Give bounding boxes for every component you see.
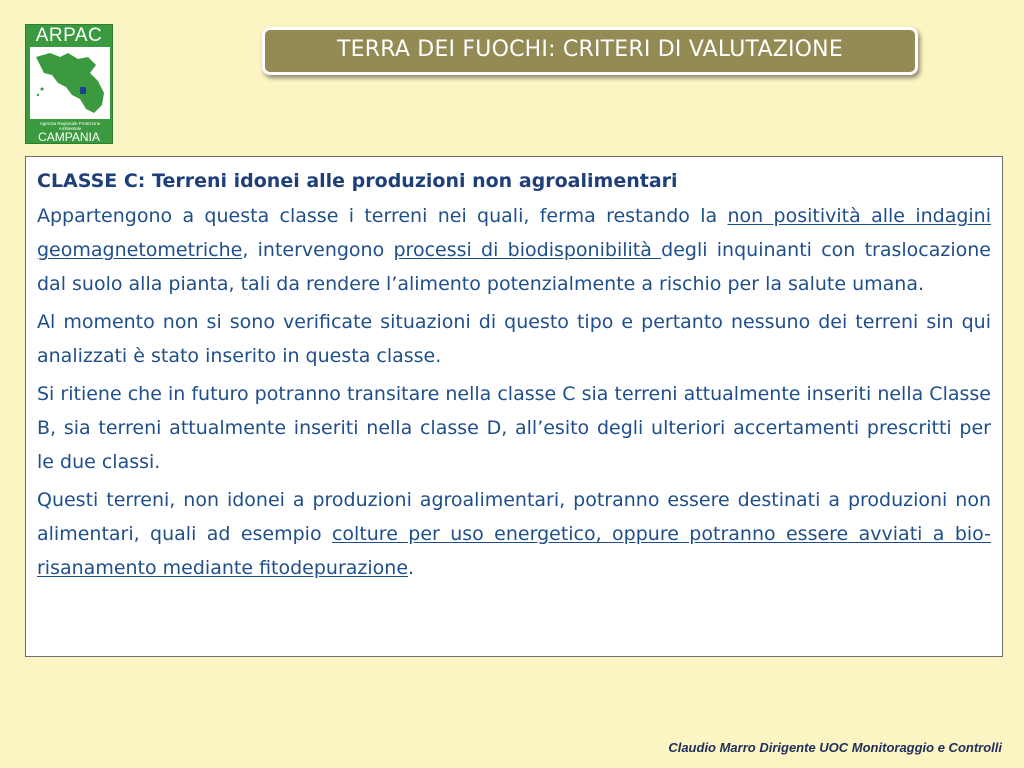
footer-author: Claudio Marro Dirigente UOC Monitoraggio e Controlli xyxy=(668,740,1002,755)
slide-title: TERRA DEI FUOCHI: CRITERI DI VALUTAZIONE xyxy=(262,27,918,75)
paragraph-1 xyxy=(37,199,991,301)
logo-top-text: ARPAC xyxy=(35,25,103,46)
p1-underlined-2: processi di biodisponibilità xyxy=(393,239,662,261)
p4-text-a: Questi terreni, non idonei a produzioni agroalimentari, potranno essere destinati a produzioni non alimentari, quali ad esempio xyxy=(37,489,991,545)
p4-text-b: . xyxy=(408,557,415,579)
paragraph-2: Al momento non si sono verificate situazioni di questo tipo e pertanto nessuno dei terreni sin qui analizzati è stato inserito in questa classe. xyxy=(37,311,991,367)
arpac-logo xyxy=(25,24,113,144)
paragraph-3: Si ritiene che in futuro potranno transitare nella classe C sia terreni attualmente inseriti nella Classe B, sia terreni attualmente inseriti nella classe D, all’esito degli ulteriori accertamenti prescritti per le due classi. xyxy=(37,383,991,473)
paragraph-4 xyxy=(37,483,991,585)
class-heading: CLASSE C: Terreni idonei alle produzioni non agroalimentari xyxy=(37,170,678,192)
p1-text-a: Appartengono a questa classe i terreni nei quali, ferma restando la xyxy=(37,205,728,227)
p1-underlined-1: non positività alle indagini geomagnetometriche xyxy=(37,205,992,261)
campania-map-icon xyxy=(30,47,110,119)
p1-text-b: , intervengono xyxy=(242,239,394,261)
logo-bottom-text: CAMPANIA xyxy=(38,130,100,144)
logo-small-text: Agenzia Regionale Protezione Ambientale xyxy=(39,121,101,131)
p1-text-c: degli inquinanti con traslocazione dal suolo alla pianta, tali da rendere l’alimento potenzialmente a rischio per la salute umana. xyxy=(37,239,991,295)
p4-underlined: colture per uso energetico, oppure potranno essere avviati a bio-risanamento mediante fitodepurazione xyxy=(37,523,992,579)
content-box xyxy=(25,156,1003,657)
